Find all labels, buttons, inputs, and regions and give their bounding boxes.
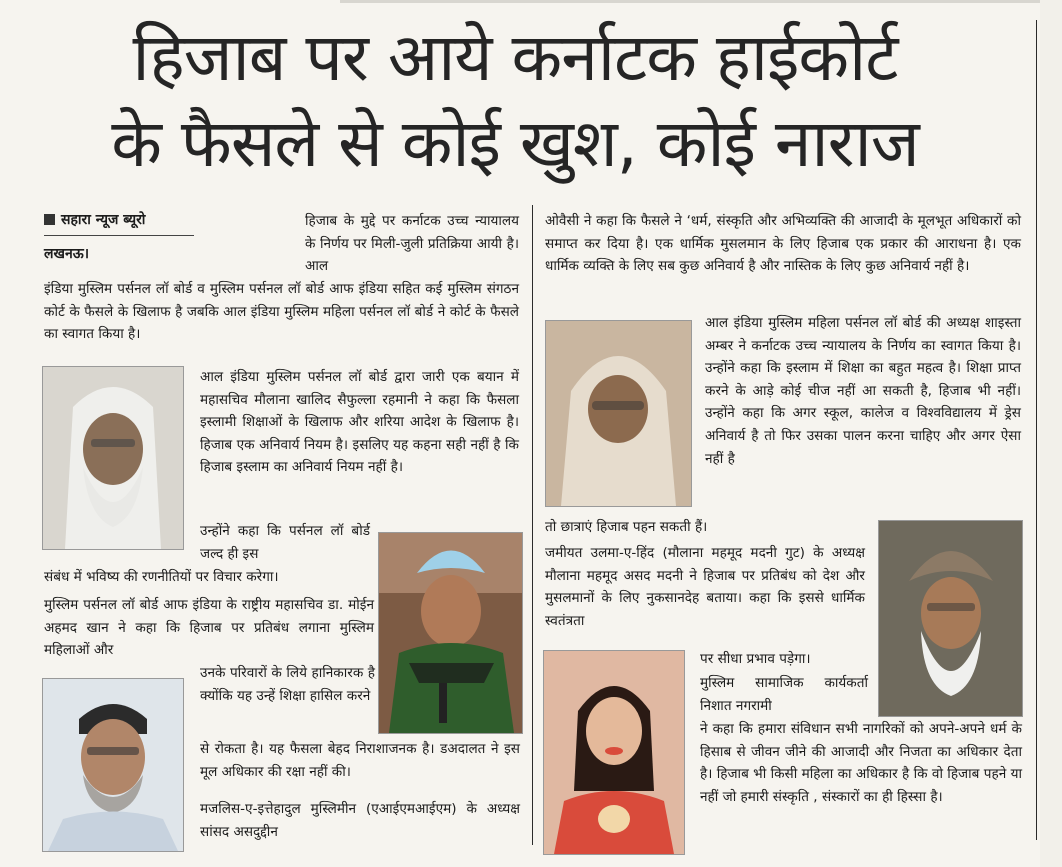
col2-para4b: ने कहा कि हमारा संविधान सभी नागरिकों को अपने-अपने धर्म के हिसाब से जीवन जीने की आजादी और निजता का अधिकार देता है। हिजाब भी किसी महिला का अधिकार है कि वो हिजाब पहने या नहीं जो हमारी संस्कृति , संस्कारों का ही हिस्सा है। (700, 721, 1022, 805)
headline-line-2: के फैसले से कोई खुश, कोई नाराज (111, 105, 919, 182)
top-rule (340, 0, 1062, 3)
col1-para4a: मुस्लिम पर्सनल लॉ बोर्ड आफ इंडिया के राष्ट्रीय महासचिव डा. मोईन अहमद खान ने कहा कि हिजाब पर प्रतिबंध लगाना मुस्लिम महिलाओं और (44, 597, 374, 659)
byline-city: लखनऊ। (44, 246, 90, 262)
col1-para4c: से रोकता है। यह फैसला बेहद निराशाजनक है। डअदालत ने इस मूल अधिकार की रक्षा नहीं की। (200, 741, 520, 780)
col1-para3a: उन्होंने कहा कि पर्सनल लॉ बोर्ड जल्द ही इस (200, 523, 370, 562)
photo-maulana-khalid-saifullah-rahmani (42, 366, 184, 550)
photo-man-green-scarf (378, 532, 523, 734)
col2-para3: जमीयत उलमा-ए-हिंद (मौलाना महमूद मदनी गुट) के अध्यक्ष मौलाना महमूद असद मदनी ने हिजाब पर प्रतिबंध को देश और मुसलमानों के लिए नुकसानदेह बताया। कहा कि इससे धार्मिक स्वतंत्रता (545, 545, 865, 629)
byline-block (44, 210, 194, 263)
photo-asaduddin-owaisi (42, 678, 184, 852)
col2-para3-end: पर सीधा प्रभाव पड़ेगा। (700, 651, 811, 667)
col2-para2-end: तो छात्राएं हिजाब पहन सकती हैं। (545, 519, 708, 535)
col1-para2: आल इंडिया मुस्लिम पर्सनल लॉ बोर्ड द्वारा जारी एक बयान में महासचिव मौलाना खालिद सैफुल्ला रहमानी ने कहा कि फैसला इस्लामी शिक्षाओं के खिलाफ और शरिया आदेश के खिलाफ है। हिजाब एक अनिवार्य नियम है। इसलिए यह कहना सही नहीं है कि हिजाब इस्लाम का अनिवार्य नियम नहीं है। (200, 369, 519, 476)
col2-para1: ओवैसी ने कहा कि फैसले ने ‘धर्म, संस्कृति और अभिव्यक्ति की आजादी के मूलभूत अधिकारों को समाप्त कर दिया है। एक धार्मिक मुसलमान के लिए हिजाब एक प्रकार की आराधना है। एक धार्मिक व्यक्ति के लिए सब कुछ अनिवार्य है और नास्तिक के लिए कुछ अनिवार्य नहीं है। (545, 213, 1021, 275)
byline-bureau: सहारा न्यूज ब्यूरो (61, 212, 146, 228)
col2-para2: आल इंडिया मुस्लिम महिला पर्सनल लॉ बोर्ड की अध्यक्ष शाइस्ता अम्बर ने कर्नाटक उच्च न्यायालय के निर्णय का स्वागत किया है। उन्होंने कहा कि इस्लाम में शिक्षा का बहुत महत्व है। शिक्षा प्राप्त करने के आड़े कोई चीज नहीं आ सकती है, हिजाब भी नहीं। उन्होंने कहा कि अगर स्कूल, कालेज व विश्वविद्यालय में ड्रेस अनिवार्य है तो फिर उसका पालन करना चाहिए और अगर ऐसा नहीं है (705, 315, 1021, 467)
col1-para4b: उनके परिवारों के लिये हानिकारक है क्योंकि यह उन्हें शिक्षा हासिल करने (200, 665, 375, 704)
col1-para5: मजलिस-ए-इत्तेहादुल मुस्लिमीन (एआईएमआईएम) के अध्यक्ष सांसद असदुद्दीन (200, 801, 520, 840)
right-column-rule (1036, 20, 1037, 840)
col1-para1-start: हिजाब के मुद्दे पर कर्नाटक उच्च न्यायालय के निर्णय पर मिली-जुली प्रतिक्रिया आयी है। आल (305, 213, 519, 275)
byline-square-icon (44, 214, 55, 225)
photo-maulana-mahmood-madani (878, 520, 1023, 717)
col1-para1-cont: इंडिया मुस्लिम पर्सनल लॉ बोर्ड व मुस्लिम पर्सनल लॉ बोर्ड आफ इंडिया सहित कई मुस्लिम संगठन कोर्ट के फैसले के खिलाफ है जबकि आल इंडिया मुस्लिम महिला पर्सनल लॉ बोर्ड ने कोर्ट के फैसले का स्वागत किया है। (44, 281, 519, 343)
headline-line-1: हिजाब पर आये कर्नाटक हाईकोर्ट (132, 19, 898, 96)
byline-rule (44, 235, 194, 236)
col2-para4a: मुस्लिम सामाजिक कार्यकर्ता निशात नगरामी (700, 675, 868, 714)
photo-nishat-nagrami (543, 650, 685, 855)
col1-para3b: संबंध में भविष्य की रणनीतियों पर विचार करेगा। (44, 569, 279, 585)
photo-shaista-amber (545, 320, 692, 507)
adjacent-article-strip (1040, 0, 1062, 867)
column-separator (532, 205, 533, 845)
